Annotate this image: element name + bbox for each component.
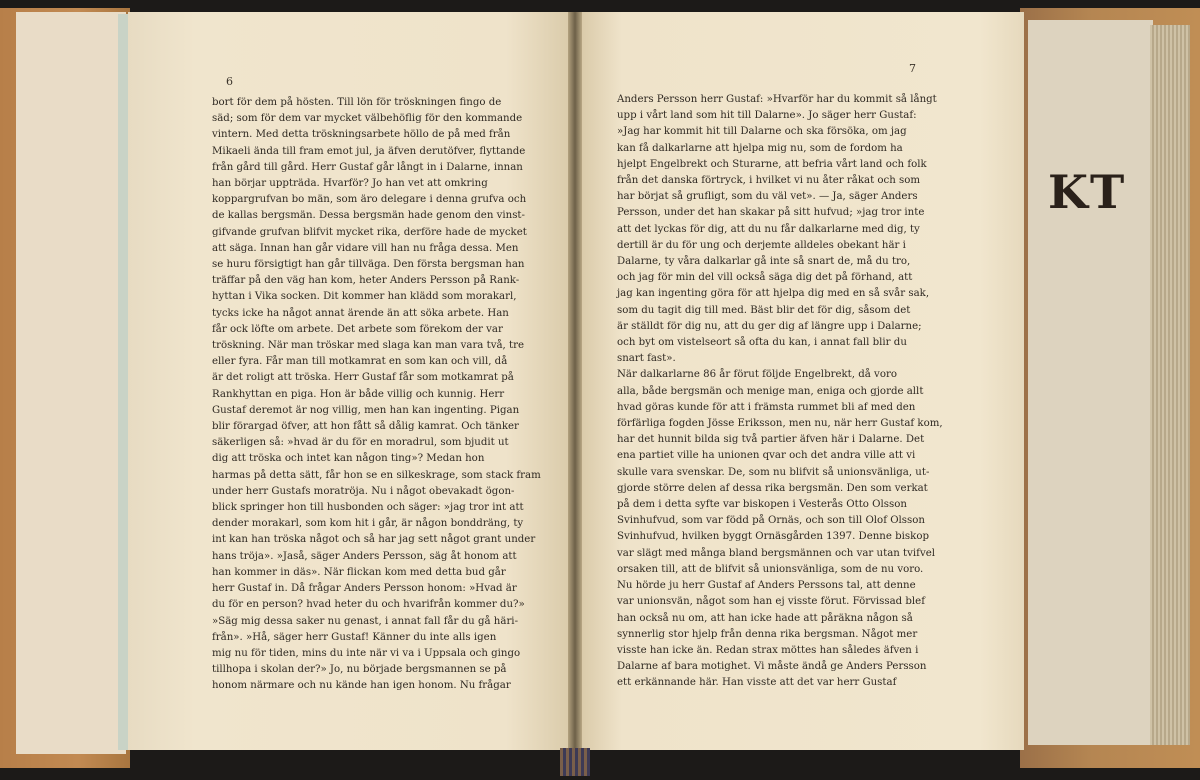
text-line: herr Gustaf in. Då frågar Anders Persson honom: »Hvad är: [212, 583, 517, 595]
book-gutter: [568, 12, 582, 772]
text-line: Rankhyttan en piga. Hon är både villig och kunnig. Herr: [212, 388, 505, 400]
text-line: synnerlig stor hjelp från denna rika bergsman. Något mer: [617, 628, 918, 640]
text-line: hans tröja». »Jaså, säger Anders Persson, säg åt honom att: [212, 550, 517, 562]
text-line: under herr Gustafs moratröja. Nu i något obevakadt ögon-: [212, 485, 515, 497]
text-line: Persson, under det han skakar på sitt hufvud; »jag tror inte: [617, 207, 925, 219]
text-line: förfärliga fogden Jösse Eriksson, men nu, när herr Gustaf kom,: [617, 418, 943, 430]
text-line: kan få dalkarlarne att hjelpa mig nu, som de fordom ha: [617, 142, 903, 154]
text-line: på dem i detta syfte var biskopen i Vesterås Otto Olsson: [617, 499, 907, 511]
text-line: som du tagit dig till med. Bäst blir det för dig, såsom det: [617, 304, 911, 316]
right-page: [577, 12, 1024, 750]
text-line: jag kan ingenting göra för att hjelpa dig med en så svår sak,: [617, 288, 930, 300]
text-line: säkerligen så: »hvad är du för en moradrul, som bjudit ut: [212, 437, 509, 449]
text-line: han börjar uppträda. Hvarför? Jo han vet att omkring: [212, 178, 488, 190]
text-line: tycks icke ha något annat ärende än att söka arbete. Han: [212, 307, 509, 319]
text-line: träffar på den väg han kom, heter Anders Persson på Rank-: [212, 275, 520, 287]
text-line: hvad göras kunde för att i främsta rummet bli af med den: [617, 401, 916, 413]
spine-strip: [560, 748, 590, 776]
text-line: att säga. Innan han går vidare vill han nu fråga dessa. Men: [212, 242, 519, 254]
text-line: När dalkarlarne 86 år förut följde Engelbrekt, då voro: [617, 369, 897, 381]
text-line: mig nu för tiden, mins du inte när vi va i Uppsala och gingo: [212, 647, 521, 659]
book-page-edges: [1150, 25, 1190, 745]
left-page-number: 6: [226, 75, 233, 88]
text-line: ena partiet ville ha unionen qvar och det andra ville att vi: [617, 450, 916, 462]
text-line: »Säg mig dessa saker nu genast, i annat fall får du gå häri-: [212, 615, 519, 627]
text-line: Anders Persson herr Gustaf: »Hvarför har du kommit så långt: [617, 94, 937, 105]
text-line: och jag för min del vill också säga dig det på förhand, att: [617, 272, 913, 284]
text-line: alla, både bergsmän och menige man, eniga och gjorde allt: [617, 385, 924, 397]
text-line: orsaken till, att de blifvit så unionsvänliga, som de nu voro.: [617, 563, 924, 575]
right-page-number: 7: [909, 62, 916, 75]
text-line: visste han icke än. Redan strax möttes han således äfven i: [617, 644, 919, 656]
text-line: från det danska förtryck, i hvilket vi nu åter råkat och som: [617, 175, 921, 187]
text-line: han kommer in däs». När flickan kom med detta bud går: [212, 566, 506, 578]
text-line: skulle vara svenskar. De, som nu blifvit så unionsvänliga, ut-: [617, 466, 930, 478]
text-line: eller fyra. Får man till motkamrat en som kan och vill, då: [212, 356, 508, 368]
text-line: bort för dem på hösten. Till lön för tröskningen fingo de: [212, 97, 502, 108]
text-line: koppargrufvan bo män, som äro delegare i denna grufva och: [212, 194, 527, 206]
text-line: Svinhufvud, hvilken byggt Ornäsgården 1397. Denne biskop: [617, 531, 929, 543]
text-line: var unionsvän, något som han ej visste förut. Förvissad blef: [617, 596, 925, 608]
text-line: dig att tröska och intet kan någon ting»? Medan hon: [212, 453, 485, 465]
insert-page: [1028, 20, 1153, 745]
text-line: får ock löfte om arbete. Det arbete som förekom der var: [212, 323, 503, 335]
text-line: dender morakarl, som kom hit i går, är någon bonddräng, ty: [212, 518, 524, 530]
text-line: honom närmare och nu kände han igen honom. Nu frågar: [212, 680, 511, 692]
text-line: vintern. Med detta tröskningsarbete höllo de på med från: [212, 129, 511, 141]
right-page-text: [617, 92, 973, 692]
text-line: »Jag har kommit hit till Dalarne och ska försöka, om jag: [617, 126, 907, 138]
text-line: Gustaf deremot är nog villig, men han kan ingenting. Pigan: [212, 404, 520, 416]
text-line: Nu hörde ju herr Gustaf af Anders Perssons tal, att denne: [617, 580, 916, 592]
text-line: är det roligt att tröska. Herr Gustaf får som motkamrat på: [212, 372, 514, 384]
text-line: från gård till gård. Herr Gustaf går långt in i Dalarne, innan: [212, 161, 523, 173]
text-line: harmas på detta sätt, får hon se en silkeskrage, som stack fram: [212, 469, 541, 481]
text-line: hyttan i Vika socken. Dit kommer han klädd som morakarl,: [212, 291, 517, 303]
text-line: Dalarne, ty våra dalkarlar gå inte så snart de, må du tro,: [617, 256, 911, 268]
text-line: hjelpt Engelbrekt och Sturarne, att befria vårt land och folk: [617, 158, 927, 170]
text-line: har börjat så grufligt, som du väl vet». — Ja, säger Anders: [617, 191, 918, 203]
text-line: Svinhufvud, som var född på Ornäs, och son till Olof Olsson: [617, 515, 925, 527]
insert-page-text: KT: [1048, 165, 1127, 219]
text-line: snart fast».: [617, 353, 676, 365]
text-line: tröskning. När man tröskar med slaga kan man vara två, tre: [212, 340, 525, 352]
text-line: Mikaeli ända till fram emot jul, ja äfven derutöfver, flyttande: [212, 145, 526, 157]
text-line: att det lyckas för dig, att du nu får dalkarlarne med dig, ty: [617, 223, 920, 235]
text-line: int kan han tröska något och så har jag sett något grant under: [212, 534, 536, 546]
text-line: Dalarne af bara motighet. Vi måste ändå ge Anders Persson: [617, 661, 927, 673]
text-line: har det hunnit bilda sig två partier äfven här i Dalarne. Det: [617, 434, 925, 446]
text-line: upp i vårt land som hit till Dalarne». Jo säger herr Gustaf:: [617, 110, 917, 122]
text-line: och byt om vistelseort så ofta du kan, i annat fall blir du: [617, 337, 907, 349]
text-line: var slägt med många bland bergsmännen och var utan tvifvel: [617, 547, 935, 559]
text-line: gjorde större delen af dessa rika bergsmän. Den som verkat: [617, 482, 928, 494]
text-line: blick springer hon till husbonden och säger: »jag tror int att: [212, 502, 524, 514]
text-line: tillhopa i skolan der?» Jo, nu började bergsmannen se på: [212, 664, 507, 676]
text-line: de kallas bergsmän. Dessa bergsmän hade genom den vinst-: [212, 210, 525, 222]
text-line: dertill är du för ung och derjemte alldeles obekant här i: [617, 239, 906, 251]
text-line: från». »Hå, säger herr Gustaf! Känner du inte alls igen: [212, 631, 497, 643]
left-page: [128, 12, 573, 750]
text-line: se huru försigtigt han går tillväga. Den första bergsman han: [212, 259, 525, 271]
text-line: är ställdt för dig nu, att du ger dig af längre upp i Dalarne;: [617, 320, 922, 332]
text-line: ett erkännande här. Han visste att det var herr Gustaf: [617, 677, 897, 689]
text-line: gifvande grufvan blifvit mycket rika, derföre hade de mycket: [212, 226, 527, 238]
text-line: du för en person? hvad heter du och hvarifrån kommer du?»: [212, 599, 525, 611]
text-line: säd; som för dem var mycket välbehöflig för den kommande: [212, 113, 523, 125]
left-page-text: [212, 95, 542, 695]
flyleaf-left: [16, 12, 126, 754]
text-line: han också nu om, att han icke hade att påräkna någon så: [617, 612, 913, 624]
text-line: blir förargad öfver, att hon fått så dålig kamrat. Och tänker: [212, 421, 519, 433]
